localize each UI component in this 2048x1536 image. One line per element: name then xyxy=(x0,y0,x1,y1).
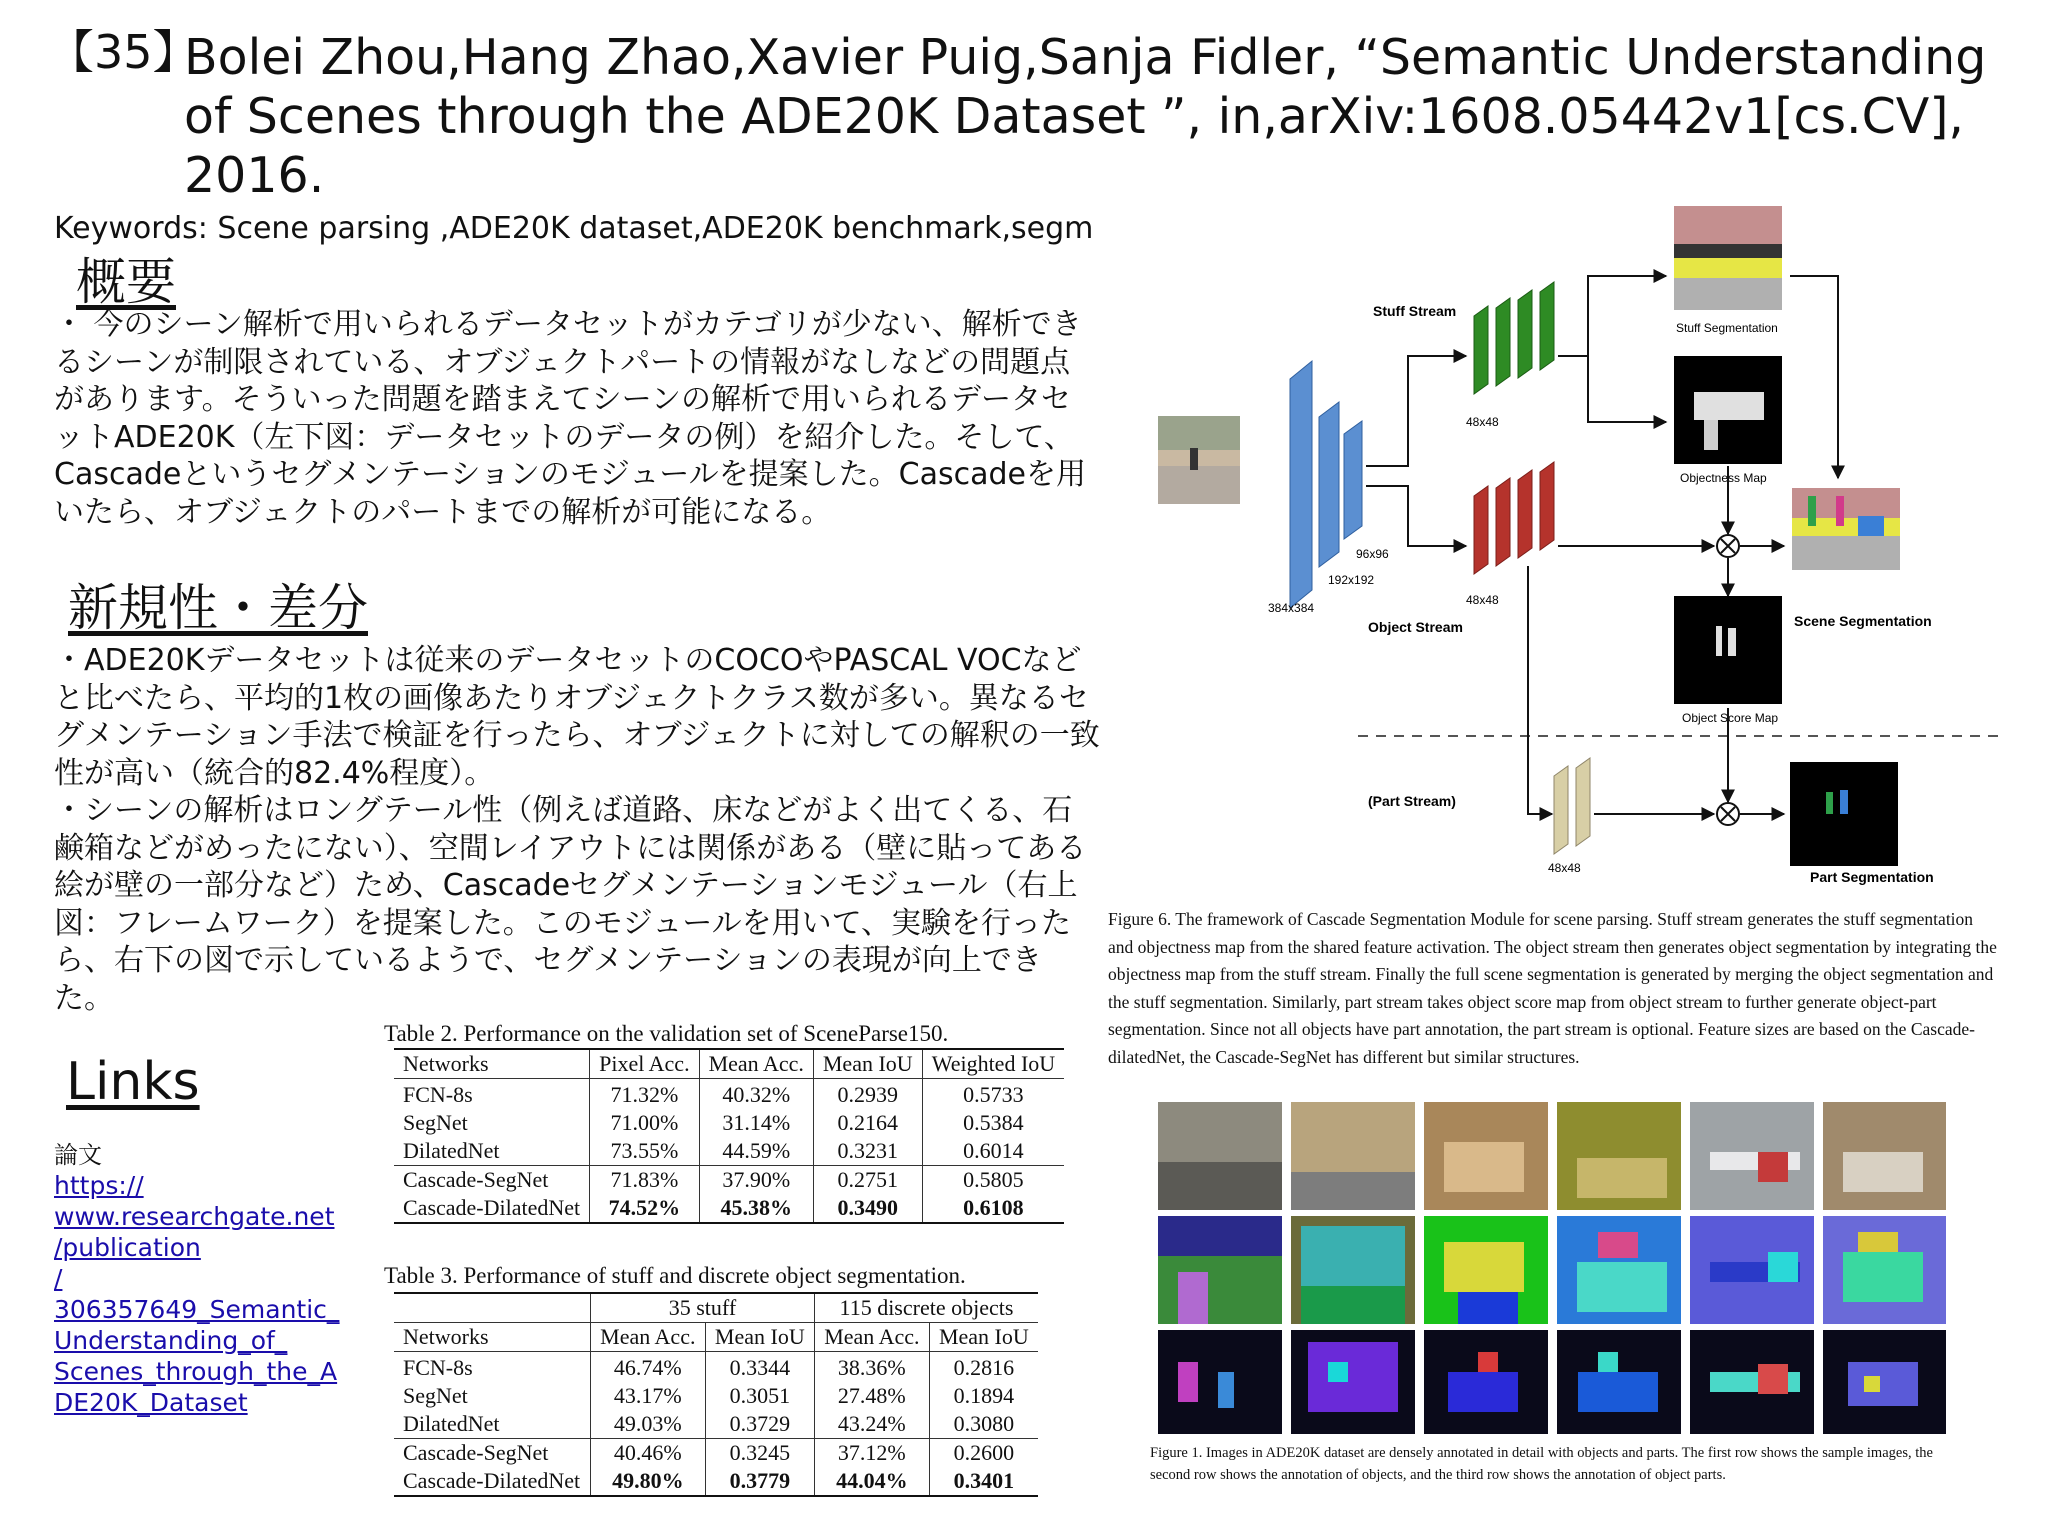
figure6-caption: Figure 6. The framework of Cascade Segmentation Module for scene parsing. Stuff stream generates the stuff segmentation and objectness map from the shared feature activation. The object stream then generates object segmentation by integrating the objectness map from the stuff stream. Finally the full scene segmentation is generated by merging the object segmentation and the stuff segmentation. Similarly, part stream takes object score map from object stream to further generate object-part segmentation. Since not all objects have part annotation, the part stream is optional. Feature sizes are based on the Cascade-dilatedNet, the Cascade-SegNet has different but similar structures. xyxy=(1108,909,1997,1067)
table-row xyxy=(394,1439,1038,1468)
table-row xyxy=(394,1109,1064,1137)
reference-citation: Bolei Zhou,Hang Zhao,Xavier Puig,Sanja Fidler, “Semantic Understanding of Scenes through the ADE20K Dataset ”, in,arXiv:1608.05442v1[cs.CV], 2016. xyxy=(184,29,1987,204)
novelty-heading: 新規性・差分 xyxy=(68,579,368,637)
part-stream-label: (Part Stream) xyxy=(1368,793,1456,809)
table-cell: 0.2164 xyxy=(813,1109,922,1137)
table-header-cell: Weighted IoU xyxy=(922,1049,1064,1079)
connector-arrow xyxy=(1366,356,1466,466)
size-label: 384x384 xyxy=(1268,601,1315,615)
part-annotations-row xyxy=(1158,1330,1946,1434)
table-header-cell: Networks xyxy=(394,1323,590,1352)
part-segmentation-map xyxy=(1790,762,1898,866)
table-cell: 0.3490 xyxy=(813,1194,922,1223)
table-cell: 0.1894 xyxy=(929,1382,1038,1410)
table-cell: 44.04% xyxy=(814,1467,929,1496)
table-cell: 0.6108 xyxy=(922,1194,1064,1223)
table-row xyxy=(394,1352,1038,1383)
table-row xyxy=(394,1137,1064,1166)
scene-segmentation-label: Scene Segmentation xyxy=(1794,613,1932,629)
connector-arrow xyxy=(1790,276,1838,478)
links-heading: Links xyxy=(66,1052,200,1112)
novelty-paragraph-2: ・シーンの解析はロングテール性（例えば道路、床などがよく出てくる、石鹸箱などがめったにない）、空間レイアウトには関係がある（壁に貼ってある絵が壁の一部分など）ため、Cascadeセグメンテーションモジュール（右上図：フレームワーク）を提案した。このモジュールを用いて、実験を行ったら、右下の図で示しているようで、セグメンテーションの表現が向上できた。 xyxy=(54,793,1087,1016)
table-header-cell: Mean Acc. xyxy=(699,1049,813,1079)
table-cell: 71.83% xyxy=(590,1166,699,1195)
table-cell: 0.3344 xyxy=(705,1352,814,1383)
table-header-row xyxy=(394,1049,1064,1079)
objectness-map-label: Objectness Map xyxy=(1680,471,1767,485)
connector-arrow xyxy=(1528,566,1552,814)
table2-caption: Table 2. Performance on the validation set of SceneParse150. xyxy=(384,1021,949,1046)
table-cell: DilatedNet xyxy=(403,1411,500,1436)
stuff-segmentation-label: Stuff Segmentation xyxy=(1676,321,1778,335)
table-header-cell: Pixel Acc. xyxy=(590,1049,699,1079)
table-cell: 0.2816 xyxy=(929,1352,1038,1383)
paper-link-line[interactable]: Understanding_of_ xyxy=(54,1326,288,1355)
object-score-map xyxy=(1674,596,1782,704)
size-label: 48x48 xyxy=(1548,861,1581,875)
table-cell: 43.17% xyxy=(590,1382,705,1410)
table-cell: 49.03% xyxy=(590,1410,705,1439)
table-cell: Cascade-SegNet xyxy=(394,1166,590,1195)
novelty-section xyxy=(54,642,1100,1017)
table-row xyxy=(394,1382,1038,1410)
table-cell: 0.3080 xyxy=(929,1410,1038,1439)
connector-arrow xyxy=(1588,356,1666,422)
table-row xyxy=(394,1467,1038,1496)
table-cell: 44.59% xyxy=(699,1137,813,1166)
size-label: 48x48 xyxy=(1466,593,1499,607)
table-header-cell: Mean IoU xyxy=(705,1323,814,1352)
table-cell: FCN-8s xyxy=(403,1355,473,1380)
table-cell: 71.32% xyxy=(590,1079,699,1110)
table-row xyxy=(394,1166,1064,1195)
table-row xyxy=(394,1410,1038,1439)
shared-feature-blocks xyxy=(1290,361,1362,608)
table-header-cell: Mean Acc. xyxy=(814,1323,929,1352)
size-label: 96x96 xyxy=(1356,547,1389,561)
part-segmentation-label: Part Segmentation xyxy=(1810,869,1934,885)
object-score-map-label: Object Score Map xyxy=(1682,711,1779,725)
table3-caption: Table 3. Performance of stuff and discrete object segmentation. xyxy=(384,1263,966,1288)
table-cell: 0.3245 xyxy=(705,1439,814,1468)
table-header-cell: Mean IoU xyxy=(929,1323,1038,1352)
summary-heading: 概要 xyxy=(76,253,176,311)
table-cell: 37.12% xyxy=(814,1439,929,1468)
table2 xyxy=(394,1048,1064,1224)
summary-text: ・ 今のシーン解析で用いられるデータセットがカテゴリが少ない、解析できるシーンが制限されている、オブジェクトパートの情報がなしなどの問題点があります。そういった問題を踏まえてシーンの解析で用いられるデータセットADE20K（左下図：データセットのデータの例）を紹介した。そして、Cascadeというセグメンテーションのモジュールを提案した。Cascadeを用いたら、オブジェクトのパートまでの解析が可能になる。 xyxy=(54,307,1086,530)
object-stream-blocks xyxy=(1474,462,1554,574)
cascade-framework-diagram xyxy=(1098,196,2010,886)
novelty-paragraph-1: ・ADE20Kデータセットは従来のデータセットのCOCOやPASCAL VOCなどと比べたら、平均的1枚の画像あたりオブジェクトクラス数が多い。異なるセグメンテーション手法で検証を行ったら、オブジェクトに対しての解釈の一致性が高い（統合的82.4%程度）。 xyxy=(54,643,1100,791)
table-cell: 0.5733 xyxy=(922,1079,1064,1110)
object-stream-label: Object Stream xyxy=(1368,619,1463,635)
stuff-segmentation-map xyxy=(1674,206,1782,310)
table-cell: Cascade-SegNet xyxy=(394,1439,590,1468)
paper-link-line[interactable]: Scenes_through_the_A xyxy=(54,1357,338,1386)
table-row xyxy=(394,1079,1064,1110)
table-cell: 43.24% xyxy=(814,1410,929,1439)
table-cell: 0.2939 xyxy=(813,1079,922,1110)
sample-images-row xyxy=(1158,1102,1946,1210)
paper-link-line[interactable]: DE20K_Dataset xyxy=(54,1388,248,1417)
table3 xyxy=(394,1292,1038,1497)
table-cell: 38.36% xyxy=(814,1352,929,1383)
connector-arrow xyxy=(1588,276,1666,356)
table-row xyxy=(394,1194,1064,1223)
paper-link-line[interactable]: https:// xyxy=(54,1171,144,1200)
table-cell: 0.3051 xyxy=(705,1382,814,1410)
table-cell: 0.3729 xyxy=(705,1410,814,1439)
table-cell: SegNet xyxy=(403,1110,468,1135)
keywords: Keywords: Scene parsing ,ADE20K dataset,ADE20K benchmark,segm xyxy=(54,211,1094,246)
table-cell: 74.52% xyxy=(590,1194,699,1223)
table-cell: 71.00% xyxy=(590,1109,699,1137)
input-image xyxy=(1158,416,1240,504)
dataset-examples-grid xyxy=(1158,1102,1946,1434)
table-cell: 0.5805 xyxy=(922,1166,1064,1195)
table-cell: 73.55% xyxy=(590,1137,699,1166)
table-cell: 27.48% xyxy=(814,1382,929,1410)
scene-segmentation-map xyxy=(1792,488,1900,570)
part-stream-blocks xyxy=(1554,758,1590,854)
links-paper-label: 論文 xyxy=(54,1141,102,1169)
paper-link-line[interactable]: www.researchgate.net xyxy=(54,1202,335,1231)
size-label: 192x192 xyxy=(1328,573,1375,587)
paper-link-line[interactable]: 306357649_Semantic_ xyxy=(54,1295,340,1324)
table-cell: 0.2600 xyxy=(929,1439,1038,1468)
table-cell: SegNet xyxy=(403,1383,468,1408)
table-cell: 0.3231 xyxy=(813,1137,922,1166)
table-cell: 49.80% xyxy=(590,1467,705,1496)
table-group-header: 35 stuff xyxy=(590,1293,814,1323)
table-cell: 46.74% xyxy=(590,1352,705,1383)
paper-link-line[interactable]: /publication xyxy=(54,1233,201,1262)
paper-link[interactable] xyxy=(54,1170,354,1418)
table-header-cell xyxy=(394,1293,590,1323)
paper-link-line[interactable]: / xyxy=(54,1264,63,1293)
table-header-cell: Mean IoU xyxy=(813,1049,922,1079)
table-cell: FCN-8s xyxy=(403,1082,473,1107)
table-cell: 0.5384 xyxy=(922,1109,1064,1137)
figure1-caption: Figure 1. Images in ADE20K dataset are densely annotated in detail with objects and parts. The first row shows the sample images, the second row shows the annotation of objects, and the third row shows the annotation of object parts. xyxy=(1150,1445,1933,1483)
table-cell: 0.2751 xyxy=(813,1166,922,1195)
table-header-row xyxy=(394,1323,1038,1352)
table-cell: Cascade-DilatedNet xyxy=(403,1195,581,1220)
merge-multiply-icon xyxy=(1717,803,1739,825)
table-cell: 40.46% xyxy=(590,1439,705,1468)
table-group-header-row xyxy=(394,1293,1038,1323)
connector-arrow xyxy=(1366,486,1466,546)
table-header-cell: Mean Acc. xyxy=(590,1323,705,1352)
stuff-stream-label: Stuff Stream xyxy=(1373,303,1457,319)
object-annotations-row xyxy=(1158,1216,1946,1324)
table-cell: 0.6014 xyxy=(922,1137,1064,1166)
table-group-header: 115 discrete objects xyxy=(814,1293,1038,1323)
table-cell: 0.3779 xyxy=(705,1467,814,1496)
size-label: 48x48 xyxy=(1466,415,1499,429)
table-cell: 37.90% xyxy=(699,1166,813,1195)
table-cell: 0.3401 xyxy=(929,1467,1038,1496)
merge-multiply-icon xyxy=(1717,535,1739,557)
objectness-map xyxy=(1674,356,1782,464)
table-cell: DilatedNet xyxy=(403,1138,500,1163)
stuff-stream-blocks xyxy=(1474,282,1554,394)
table-cell: Cascade-DilatedNet xyxy=(403,1468,581,1493)
table-cell: 31.14% xyxy=(699,1109,813,1137)
table-header-cell: Networks xyxy=(394,1049,590,1079)
table-cell: 40.32% xyxy=(699,1079,813,1110)
reference-number: 【35】 xyxy=(48,25,199,79)
table-cell: 45.38% xyxy=(699,1194,813,1223)
